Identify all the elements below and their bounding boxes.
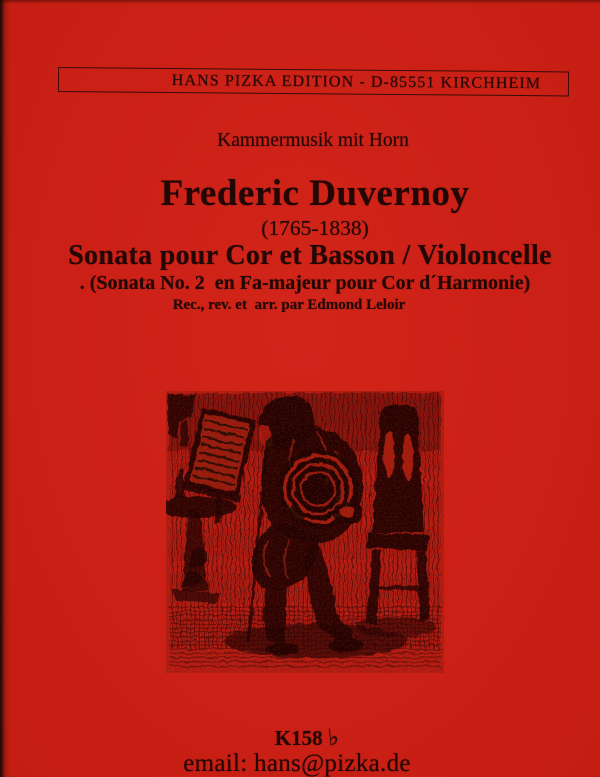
composer-dates: (1765-1838) [261,216,369,240]
horn-player-engraving [166,391,444,673]
catalog-number: K158 [274,726,323,750]
flat-symbol-glyph: ♭ [327,724,341,751]
composer-name: Frederic Duvernoy [160,173,470,214]
arranger-credit: Rec., rev. et arr. par Edmond Leloir [172,297,406,313]
publisher-imprint-box [58,67,569,96]
page-top-edge-shadow [0,0,600,4]
work-subtitle: . (Sonata No. 2 en Fa-majeur pour Cor d´Harmonie) [79,272,531,294]
series-title: Kammermusik mit Horn [217,130,409,151]
publisher-imprint: HANS PIZKA EDITION - D-85551 KIRCHHEIM [171,71,542,92]
work-title: Sonata pour Cor et Basson / Violoncelle [68,240,552,271]
contact-email: email: hans@pizka.de [183,750,411,777]
page-left-edge-shadow [0,0,10,777]
